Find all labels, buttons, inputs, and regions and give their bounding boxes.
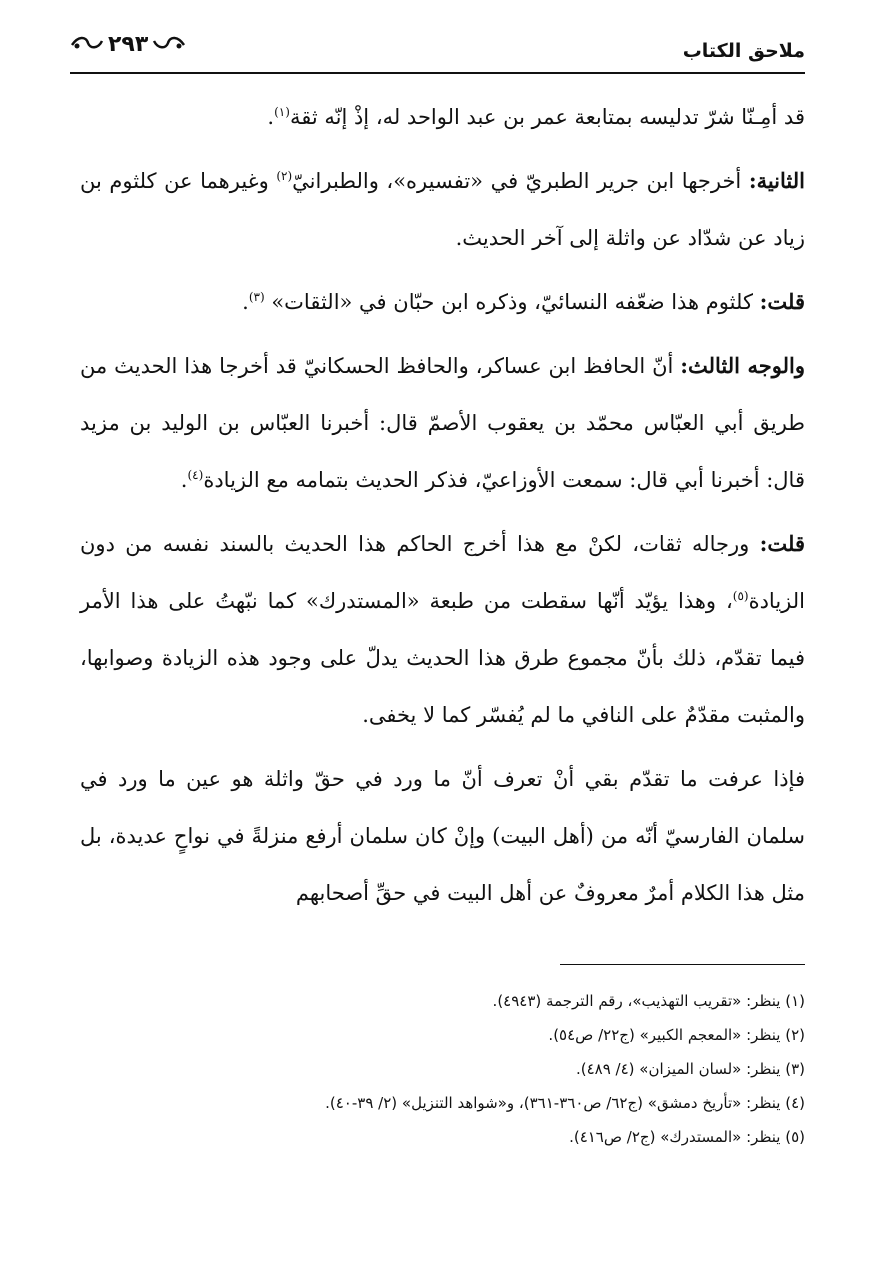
- paragraph: قلت: ورجاله ثقات، لكنْ مع هذا أخرج الحاكم هذا الحديث بالسند نفسه من دون الزيادة$^{(٥)}$، وهذا يؤيّد أنّها سقطت من طبعة «المستدرك» كما نبّهتُ على هذا الأمر فيما تقدّم، ذلك بأنّ مجموع طرق هذا الحديث يدلّ على وجود هذه الزيادة وصوابها، والمثبت مقدّمٌ على النافي ما لم يُفسّر كما لا يخفى.: [80, 531, 805, 727]
- page-number-block: [70, 32, 186, 57]
- footnote-ref[interactable]: (٢): [276, 169, 293, 183]
- footnote: (١) ينظر: «تقريب التهذيب»، رقم الترجمة (٤٩٤٣).: [492, 992, 805, 1010]
- footnote: (٢) ينظر: «المعجم الكبير» (ج٢٢/ ص٥٤).: [548, 1026, 805, 1044]
- paragraph: والوجه الثالث: أنّ الحافظ ابن عساكر، والحافظ الحسكانيّ قد أخرجا هذا الحديث من طريق أبي العبّاس محمّد بن يعقوب الأصمّ قال: أخبرنا العبّاس بن الوليد بن مزيد قال: أخبرنا أبي قال: سمعت الأوزاعيّ، فذكر الحديث بتمامه مع الزيادة$^{(٤)}$.: [80, 353, 805, 492]
- page-number: ٢٩٣: [108, 32, 149, 57]
- footnote-ref[interactable]: (٣): [248, 290, 265, 304]
- footnote: (٤) ينظر: «تأريخ دمشق» (ج٦٢/ ص٣٦٠-٣٦١)، و«شواهد التنزيل» (٢/ ٣٩-٤٠).: [325, 1094, 805, 1112]
- main-text: [80, 88, 805, 928]
- footnote: (٣) ينظر: «لسان الميزان» (٤/ ٤٨٩).: [575, 1060, 805, 1078]
- ornament-right-icon: [152, 34, 186, 56]
- paragraph: قلت: كلثوم هذا ضعّفه النسائيّ، وذكره ابن حبّان في «الثقات» $^{(٣)}$.: [242, 289, 805, 314]
- running-title: ملاحق الكتاب: [682, 40, 805, 62]
- footnote-ref[interactable]: (٤): [187, 468, 204, 482]
- footnote-ref[interactable]: (٥): [732, 589, 749, 603]
- footnote-ref[interactable]: (١): [274, 105, 290, 119]
- ornament-left-icon: [70, 34, 104, 56]
- page-header: [70, 34, 805, 76]
- footnote-separator: [560, 964, 805, 965]
- paragraph: الثانية: أخرجها ابن جرير الطبريّ في «تفسيره»، والطبرانيّ$^{(٢)}$ وغيرهما عن كلثوم بن زياد عن شدّاد عن واثلة إلى آخر الحديث.: [80, 168, 805, 250]
- footnotes: [120, 984, 805, 1154]
- footnote: (٥) ينظر: «المستدرك» (ج٢/ ص٤١٦).: [569, 1128, 805, 1146]
- paragraph: قد أمِـنّا شرّ تدليسه بمتابعة عمر بن عبد الواحد له، إذْ إنّه ثقة$^{(١)}$.: [267, 105, 805, 129]
- header-rule: [70, 72, 805, 74]
- paragraph: فإذا عرفت ما تقدّم بقي أنْ تعرف أنّ ما ورد في حقّ واثلة هو عين ما ورد في سلمان الفارسيّ أنّه من (أهل البيت) وإنْ كان سلمان أرفع منزلةً في نواحٍ عديدة، بل مثل هذا الكلام أمرٌ معروفٌ عن أهل البيت في حقِّ أصحابهم: [80, 767, 805, 905]
